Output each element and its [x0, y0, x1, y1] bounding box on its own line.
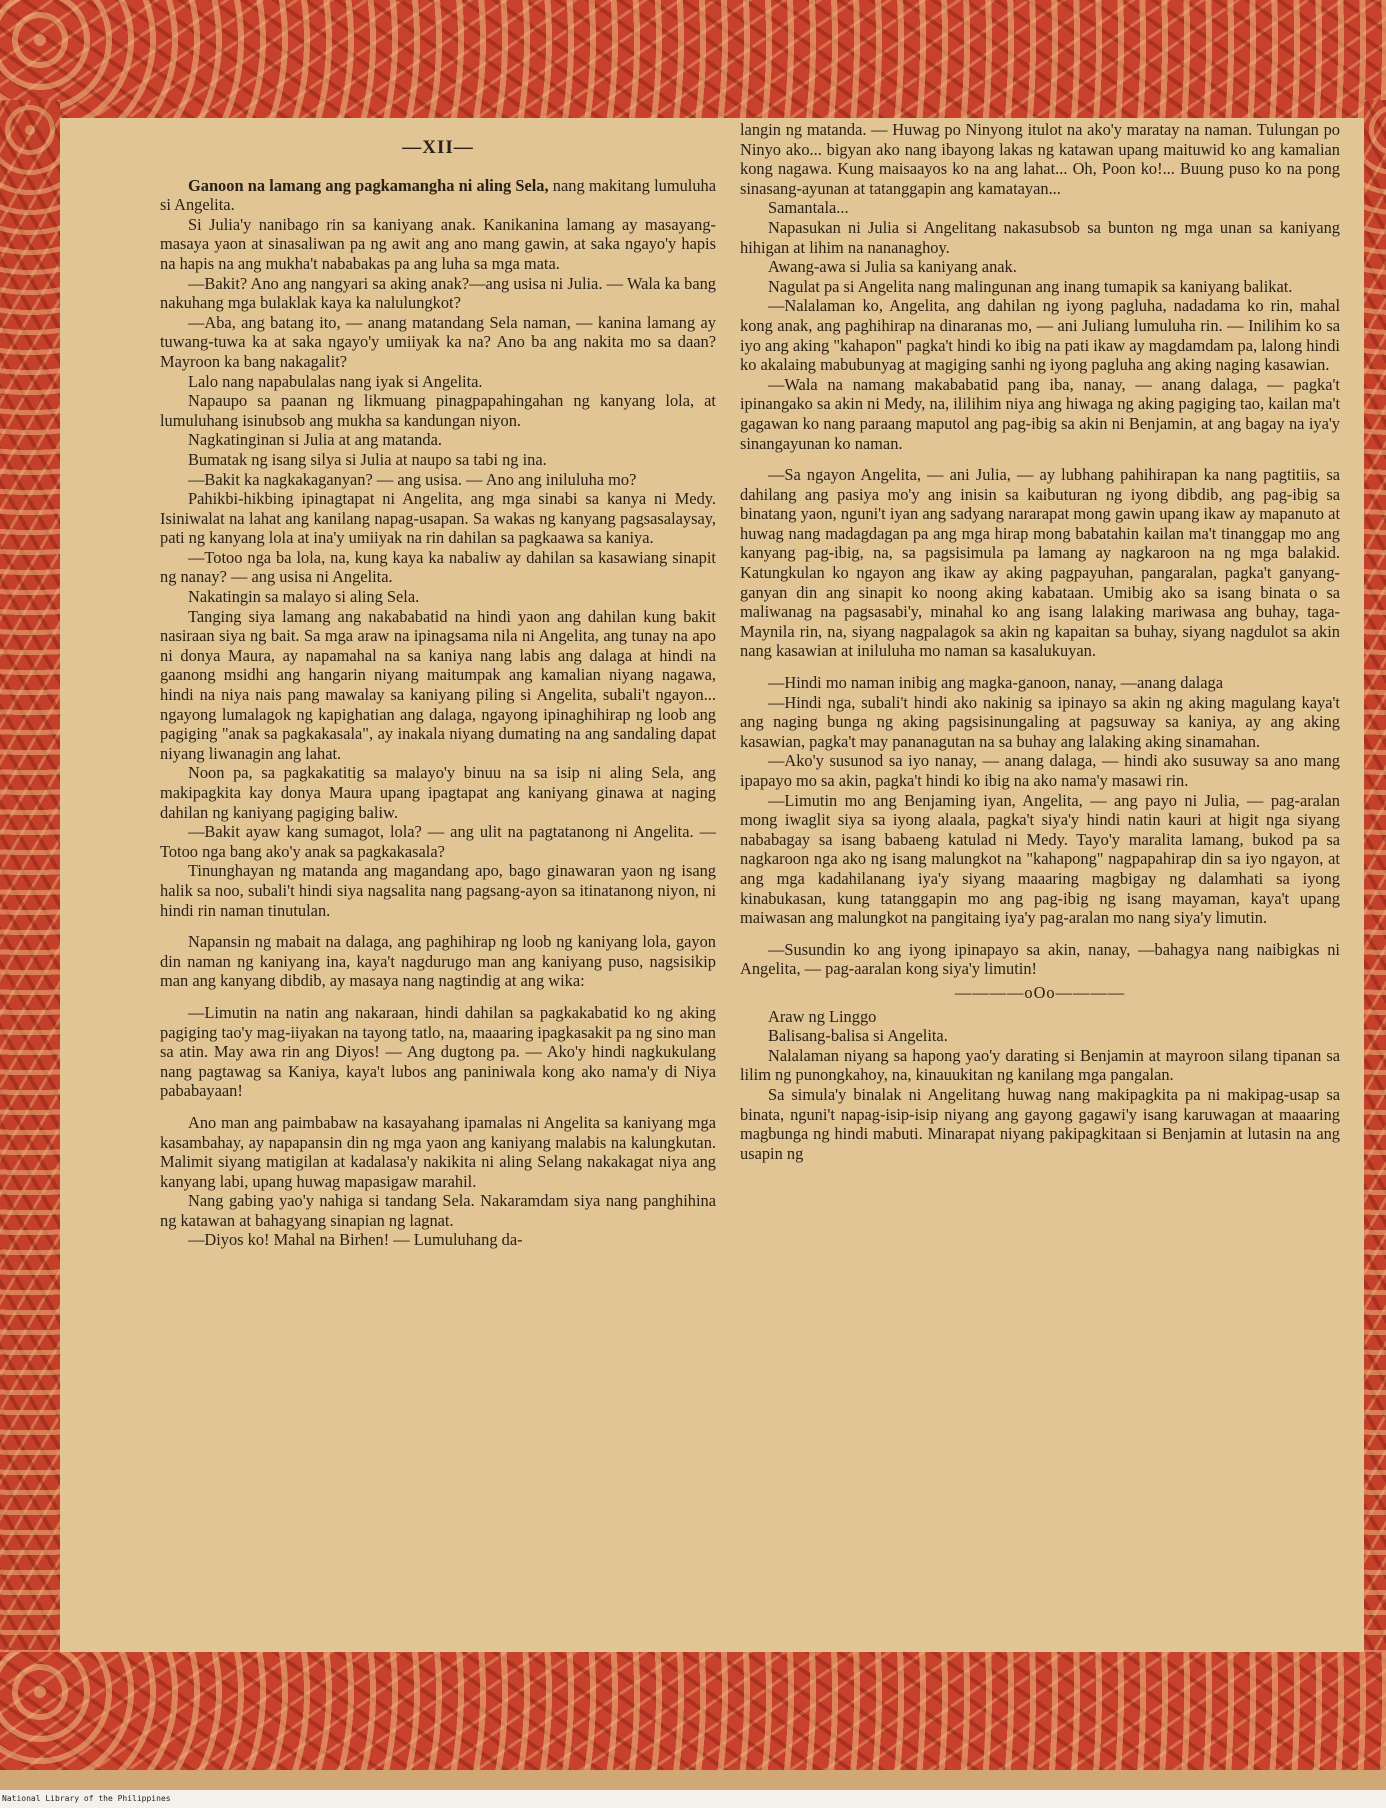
paragraph-text: —Wala na namang makababatid pang iba, nanay, — anang dalaga, — pagka't ipinangako sa akin ni Medy, na, ililihim niya ang hiwaga ng aking pagiging tao, kailan ma't gagawan ko nang paraang maputol ang pag-ibig sa akin ni Benjamin, at ang bagay na iya'y sinangayunan ko naman.: [740, 374, 1340, 453]
paragraph-text: Pahikbi-hikbing ipinagtapat ni Angelita, ang mga sinabi sa kanya ni Medy. Isiniwalat na lahat ang kanilang napag-usapan. Sa wakas ng kanyang pagsasalaysay, pati ng kanyang lola at ina'y umiiyak na rin dahilan sa pagkaawa sa kaniya.: [160, 489, 716, 548]
paragraph-text: —Bakit ayaw kang sumagot, lola? — ang ulit na pagtatanong ni Angelita. — Totoo nga bang ako'y anak sa pagkakasala?: [160, 822, 716, 861]
paragraph: [160, 1003, 716, 1101]
paragraph: [160, 607, 716, 764]
paragraph: [160, 274, 716, 313]
paragraph-text: Ano man ang paimbabaw na kasayahang ipamalas ni Angelita sa kaniyang mga kasambahay, ay napapansin din ng mga yaon ang kaniyang malabis na kalungkutan. Malimit siyang matigilan at kadalasa'y nakikita ni aling Selang nakakagat niya ang kanyang labi, upang huwag mapasigaw marahil.: [160, 1112, 716, 1191]
paragraph-text: Tanging siya lamang ang nakababatid na hindi yaon ang dahilan kung bakit nasiraan siya ng bait. Sa mga araw na ipinagsama nila ni Angelita, ang tunay na apo ni donya Maura, ay napamahal na sa kaniya nang labis ang dalaga at hindi na gaanong msidhi ang hangarin niyang maitumpak ang kamalian niyang nagawa, hindi na niya nais pang mawalay sa kaniyang piling si Angelita, subali't ngayon... ngayong lumalagok ng kapighatian ang dalaga, ngayong ipinaghihirap ng loob ang pagiging "anak sa pagkakasala", ay inakala niyang dumating na ang sandaling dapat niyang liwanagin ang lahat.: [160, 606, 716, 763]
paragraph: [740, 1085, 1340, 1163]
paragraph-text: Balisang-balisa si Angelita.: [768, 1026, 948, 1046]
footer-caption: National Library of the Philippines: [2, 1794, 171, 1803]
decorative-border-bottom: [0, 1652, 1386, 1770]
section-divider: ————oOo————: [954, 982, 1126, 1002]
paragraph-text: —Susundin ko ang iyong ipinapayo sa akin, nanay, —bahagya nang naibigkas ni Angelita, — pag-aaralan kong siya'y limutin!: [740, 939, 1340, 979]
paragraph: [740, 673, 1340, 693]
paragraph: [160, 489, 716, 548]
paragraph: [740, 1007, 1340, 1027]
paragraph: [160, 313, 716, 372]
paragraph-text: —Totoo nga ba lola, na, kung kaya ka nabaliw ay dahilan sa kasawiang sinapit ng nanay? — ang usisa ni Angelita.: [160, 547, 716, 587]
paragraph-text: Lalo nang napabulalas nang iyak si Angelita.: [188, 371, 483, 391]
paragraph: [160, 822, 716, 861]
paragraph: [740, 277, 1340, 297]
footer-strip: [0, 1790, 1386, 1808]
paragraph: [740, 120, 1340, 198]
paragraph: [160, 470, 716, 490]
paragraph-text: Awang-awa si Julia sa kaniyang anak.: [768, 257, 1017, 277]
paragraph-text: Napansin ng mabait na dalaga, ang paghihirap ng loob ng kaniyang lola, gayon din naman ng kaniyang ina, kaya't nagdurugo man ang kaniyang puso, nagsisikip man ang kanyang dibdib, ay masaya nang nagtindig at ang wika:: [160, 932, 716, 991]
paragraph: [160, 763, 716, 822]
paragraph: [740, 465, 1340, 661]
paragraph-text: Nang gabing yao'y nahiga si tandang Sela. Nakaramdam siya nang panghihina ng katawan at bahagyang sinapian ng lagnat.: [160, 1191, 716, 1230]
paragraph-text: Araw ng Linggo: [768, 1006, 877, 1026]
paragraph-text: —Limutin na natin ang nakaraan, hindi dahilan sa pagkakabatid ko ng aking pagiging tao'y mag-iiyakan na tayong tatlo, na, maaaring ipagkasakit pa ng sino man sa atin. May awa rin ang Diyos! — Ang dugtong pa. — Ako'y hindi nagkukulang nang pagtawag sa Kaniya, kaya't lubos ang paniniwala kong ako nama'y di Niya pababayaan!: [160, 1002, 716, 1101]
paragraph: [160, 1113, 716, 1191]
left-column: [160, 130, 716, 1250]
paragraph-text: Nagulat pa si Angelita nang malingunan ang inang tumapik sa kaniyang balikat.: [768, 276, 1293, 296]
paragraph: [160, 430, 716, 450]
paragraph-text: Noon pa, sa pagkakatitig sa malayo'y binuu na sa isip ni aling Sela, ang makipagkita kay donya Maura upang ipagtapat ang kaniyang ginawa at naging dahilan ng kaniyang pagiging baliw.: [160, 763, 716, 822]
paragraph: [160, 215, 716, 274]
paragraph: [740, 198, 1340, 218]
paragraph: [160, 587, 716, 607]
paragraph: [740, 257, 1340, 277]
paragraph: [740, 791, 1340, 928]
paragraph: [740, 1026, 1340, 1046]
paragraph-text: Napasukan ni Julia si Angelitang nakasubsob sa bunton ng mga unan sa kaniyang hihigan at lihim na nananaghoy.: [740, 217, 1340, 257]
paragraph-text: —Limutin mo ang Benjaming iyan, Angelita, — ang payo ni Julia, — pag-aralan mong iwaglit siya sa iyong alaala, pagka't siya'y hindi natin kauri at higit nga siyang nababagay sa isang babaeng katulad ni Medy. Tayo'y maralita lamang, bukod pa sa nagkaroon nga ako ng isang malungkot na "kahapong" nagpapahirap din sa iyo ngayon, at ang mga kadahilanang iya'y siyang maaaring magbigay ng dalamhati sa iyong kinabukasan, kung tatanggapin mo ang pag-ibig ng isang mayaman, kaya't upang maiwasan ang malungkot na pangitaing iya'y pag-aralan mo nang siya'y limutin.: [740, 790, 1340, 928]
decorative-border-right: [1364, 100, 1386, 1670]
paragraph: [740, 375, 1340, 453]
paragraph-text: —Bakit ka nagkakaganyan? — ang usisa. — Ano ang iniluluha mo?: [188, 469, 637, 489]
decorative-border-left: [0, 100, 60, 1670]
paragraph-text: —Nalalaman ko, Angelita, ang dahilan ng iyong pagluha, nadadama ko rin, mahal kong anak, ang paghihirap na dinaranas mo, — ani Juliang lumuluha rin. — Inilihim ko sa iyo ang aking "kahapon" pagka't hindi ko ibig na pati ikaw ay magdamdam pa, lalong hindi ko akalaing mabubunyag at magiging sanhi ng iyong pagluha ang aking naging kasawian.: [740, 296, 1340, 375]
paragraph-text: nang makitang lumuluha si Angelita.: [160, 175, 716, 215]
decorative-border-top: [0, 0, 1386, 118]
paragraph: [160, 932, 716, 991]
paragraph-text: Bumatak ng isang silya si Julia at naupo sa tabi ng ina.: [188, 449, 547, 469]
right-column: [740, 120, 1340, 1163]
paragraph-text: Sa simula'y binalak ni Angelitang huwag nang makipagkita pa ni makipag-usap sa binata, nguni't napag-isip-isip niyang ang gayong gagawi'y isang karuwagan at maaaring magbunga ng hindi mabuti. Minarapat niyang pakipagkitaan si Benjamin at lutasin na ang usapin ng: [740, 1084, 1340, 1163]
paragraph-text: —Sa ngayon Angelita, — ani Julia, — ay lubhang pahihirapan ka nang pagtitiis, sa dahilang ang pasiya mo'y ang inisin sa kaibuturan ng iyong dibdib, ang pag-ibig sa binatang yaon, nguni't iyan ang sadyang nararapat mong gawin upang ikaw ay mapanuto at huwag nang madagdagan pa ang mga hirap mong babatahin kailan ma't tinanggap mo ang kanyang pag-ibig, na, sa pagsisimula pa lamang ay nagkaroon na ng mga balakid. Katungkulan ko ngayon ang ikaw ay aking pagpayuhan, pangaralan, pagka't ganyang-ganyan din ang sinapit ko noong aking kabataan. Umibig ako sa isang binata o sa maliwanag na pagsasabi'y, minahal ko ang isang lalaking mariwasa ang buhay, taga-Maynila rin, na, siyang nagpalagok sa akin ng kapaitan sa buhay, siyang nagdulot sa akin nang kasawian at iniluluha mo naman sa kasalukuyan.: [740, 465, 1340, 661]
paragraph: [740, 693, 1340, 752]
paragraph: [160, 372, 716, 392]
paragraph-lead: Ganoon na lamang ang pagkamangha ni aling Sela,: [188, 175, 549, 195]
paragraph: [740, 296, 1340, 374]
paragraph-text: Napaupo sa paanan ng likmuang pinagpapahingahan ng kanyang lola, at lumuluhang isinubsob ang mukha sa kandungan niyon.: [160, 391, 716, 430]
paragraph: [740, 751, 1340, 790]
paragraph: [160, 1191, 716, 1230]
paragraph-text: —Bakit? Ano ang nangyari sa aking anak?—ang usisa ni Julia. — Wala ka bang nakuhang mga bulaklak kaya ka nalulungkot?: [160, 273, 716, 313]
paragraph-text: Si Julia'y nanibago rin sa kaniyang anak. Kanikanina lamang ay masayang-masaya yaon at sinasaliwan pa ng awit ang ano mang gawin, at saka ngayo'y hapis na hapis na ang mukha't nababakas pa ang luha sa mga mata.: [160, 214, 716, 273]
paragraph-text: —Diyos ko! Mahal na Birhen! — Lumuluhang da-: [188, 1230, 523, 1250]
paragraph: [160, 391, 716, 430]
paragraph-text: Nalalaman niyang sa hapong yao'y darating si Benjamin at mayroon silang tipanan sa lilim ng punongkahoy, na, kinauukitan ng kanilang mga pangalan.: [740, 1045, 1340, 1085]
paragraph-text: —Hindi mo naman inibig ang magka-ganoon, nanay, —anang dalaga: [768, 673, 1224, 693]
paragraph: [740, 218, 1340, 257]
paragraph-text: —Ako'y susunod sa iyo nanay, — anang dalaga, — hindi ako susuway sa ano mang ipapayo mo sa akin, pagka't hindi ko ibig na ako nama'y masawi rin.: [740, 751, 1340, 790]
paragraph: [160, 1230, 716, 1250]
chapter-heading: —XII—: [402, 137, 474, 158]
page-content: [60, 118, 1364, 1652]
paragraph-text: Nakatingin sa malayo si aling Sela.: [188, 587, 420, 607]
paragraph: [160, 450, 716, 470]
paragraph-text: Samantala...: [768, 198, 849, 218]
paragraph-text: langin ng matanda. — Huwag po Ninyong itulot na ako'y maratay na naman. Tulungan po Ninyo ako... bigyan ako nang ibayong lakas ng katawan upang maituwid ko ang kamalian kong nagawa. Kung maisaayos ko na ang lahat... Oh, Poon ko!... Buung puso ko na pong sinasang-ayunan at tatanggapin ang kamatayan...: [740, 120, 1340, 198]
paragraph: [160, 548, 716, 587]
paragraph-text: Tinunghayan ng matanda ang magandang apo, bago ginawaran yaon ng isang halik sa noo, subali't hindi siya nagsalita nang pagsang-ayon sa itinatanong niyon, ni hindi rin naman tinutulan.: [160, 861, 716, 920]
paragraph: [740, 1046, 1340, 1085]
paragraph-text: —Hindi nga, subali't hindi ako nakinig sa ipinayo sa akin ng aking magulang kaya't ang naging bunga ng aking pagsisinungaling at pagsuway sa kaniya, ay ang aking kasawian, pagka't may pananagutan na sa buhay ang lalaking aking sinamahan.: [740, 692, 1340, 751]
paragraph-text: Nagkatinginan si Julia at ang matanda.: [188, 430, 442, 450]
paragraph: [740, 940, 1340, 979]
paragraph-text: —Aba, ang batang ito, — anang matandang Sela naman, — kanina lamang ay tuwang-tuwa ka at saka ngayo'y umiiyak ka na? Ano ba ang nakita mo sa daan? Mayroon ka bang nakagalit?: [160, 312, 716, 371]
paragraph: [160, 176, 716, 215]
paragraph: [160, 861, 716, 920]
